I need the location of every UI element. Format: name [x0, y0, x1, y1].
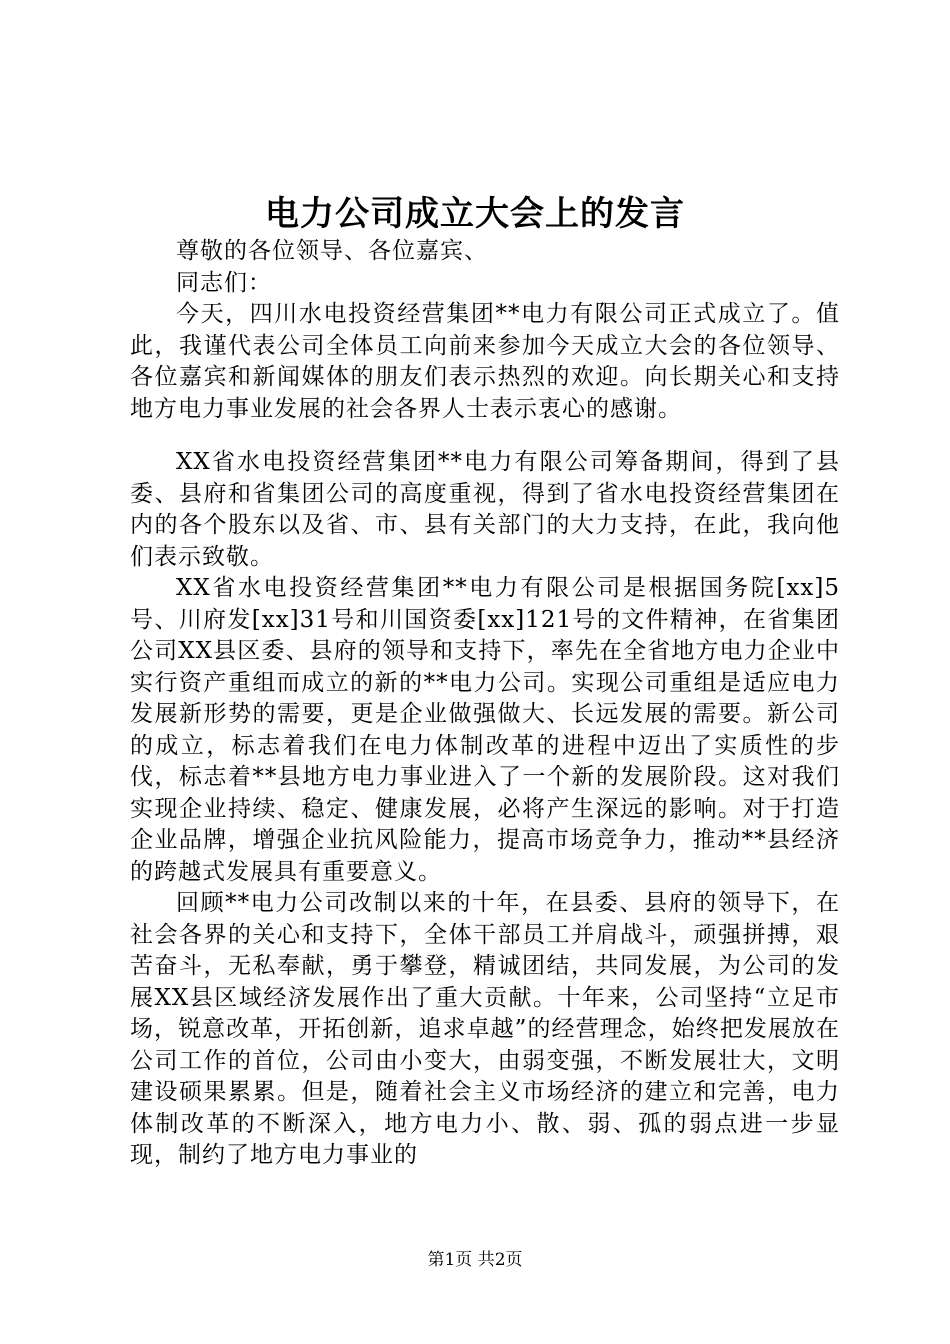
paragraph-gap [130, 425, 840, 447]
salutation-line-1: 尊敬的各位领导、各位嘉宾、 [176, 238, 488, 264]
salutation-line-2: 同志们： [176, 269, 272, 296]
page-number-footer: 第1页 共2页 [427, 1250, 523, 1270]
paragraph-4: 回顾**电力公司改制以来的十年，在县委、县府的领导下，在社会各界的关心和支持下，全体干部员工并肩战斗，顽强拼搏，艰苦奋斗，无私奉献，勇于攀登，精诚团结，共同发展，为公司的发展XX县区域经济发展作出了重大贡献。十年来，公司坚持“立足市场，锐意改革，开拓创新，追求卓越”的经营理念，始终把发展放在公司工作的首位，公司由小变大，由弱变强，不断发展壮大，文明建设硕果累累。但是，随着社会主义市场经济的建立和完善，电力体制改革的不断深入，地方电力小、散、弱、孤的弱点进一步显现，制约了地方电力事业的 [130, 890, 840, 1168]
paragraph-1: 今天，四川水电投资经营集团**电力有限公司正式成立了。值此，我谨代表公司全体员工向前来参加今天成立大会的各位领导、各位嘉宾和新闻媒体的朋友们表示热烈的欢迎。向长期关心和支持地方电力事业发展的社会各界人士表示衷心的感谢。 [130, 301, 840, 422]
document-title: 电力公司成立大会上的发言 [265, 194, 685, 234]
paragraph-3: XX省水电投资经营集团**电力有限公司是根据国务院[xx]5号、川府发[xx]31号和川国资委[xx]121号的文件精神，在省集团公司XX县区委、县府的领导和支持下，率先在全省地方电力企业中实行资产重组而成立的新的**电力公司。实现公司重组是适应电力发展新形势的需要，更是企业做强做大、长远发展的需要。新公司的成立，标志着我们在电力体制改革的进程中迈出了实质性的步伐，标志着**县地方电力事业进入了一个新的发展阶段。这对我们实现企业持续、稳定、健康发展，必将产生深远的影响。对于打造企业品牌，增强企业抗风险能力，提高市场竞争力，推动**县经济的跨越式发展具有重要意义。 [130, 575, 840, 885]
document-body [130, 236, 840, 1172]
paragraph-2: XX省水电投资经营集团**电力有限公司筹备期间，得到了县委、县府和省集团公司的高度重视，得到了省水电投资经营集团在内的各个股东以及省、市、县有关部门的大力支持，在此，我向他们表示致敬。 [130, 449, 840, 570]
